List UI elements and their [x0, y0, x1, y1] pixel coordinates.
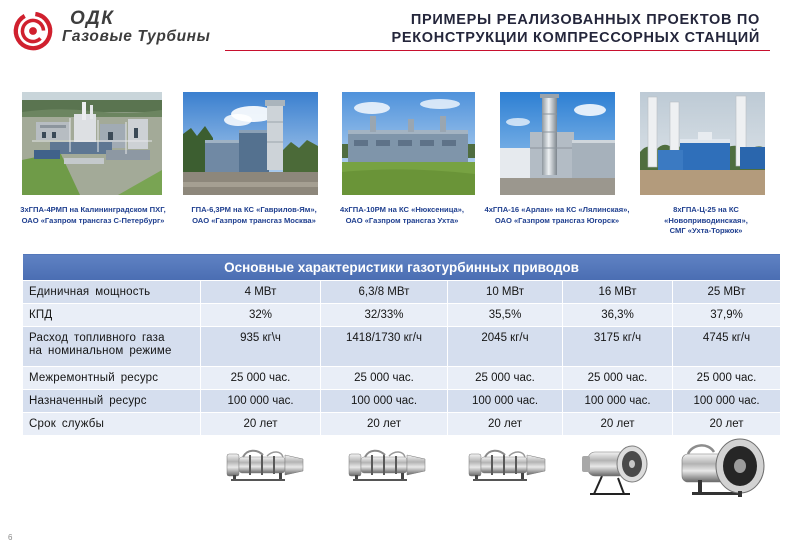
table-cell: 20 лет [448, 413, 563, 436]
table-row-unit-power [23, 281, 781, 304]
table-cell: 16 МВт [563, 281, 673, 304]
table-cell: 36,3% [563, 304, 673, 327]
table-cell: 2045 кг/ч [448, 327, 563, 367]
table-row-efficiency [23, 304, 781, 327]
caption-line: 8хГПА-Ц-25 на КС [673, 205, 739, 214]
table-cell: 25 000 час. [321, 367, 448, 390]
table-cell: 32/33% [321, 304, 448, 327]
table-cell: 25 000 час. [201, 367, 321, 390]
ground [640, 170, 765, 195]
caption-line: 3хГПА-4РМП на Калининградском ПХГ, [20, 205, 166, 214]
project-caption-1 [8, 205, 178, 226]
table-cell: 37,9% [673, 304, 781, 327]
row-label [23, 304, 201, 327]
odk-logo-icon [8, 6, 58, 56]
specs-table [22, 253, 781, 436]
table-cell: 935 кг\ч [201, 327, 321, 367]
photo-kaliningrad-image [22, 92, 162, 195]
engine-image-16mw [580, 440, 652, 496]
photo-novoprivodinskaya-image [640, 92, 765, 195]
gas-turbine-intake-icon [580, 440, 652, 496]
caption-line: 4хГПА-10РМ на КС «Нюксеница», [339, 205, 465, 214]
table-cell: 25 МВт [673, 281, 781, 304]
table-cell: 100 000 час. [201, 390, 321, 413]
table-cell: 100 000 час. [673, 390, 781, 413]
row-label [23, 367, 201, 390]
gas-turbine-icon [223, 446, 307, 482]
caption-line: 4хГПА-16 «Арлан» на КС «Лялинская», [484, 205, 630, 214]
table-cell: 100 000 час. [321, 390, 448, 413]
table-cell: 100 000 час. [448, 390, 563, 413]
slide-title [391, 11, 760, 47]
table-cell: 6,3/8 МВт [321, 281, 448, 304]
table-cell: 4745 кг/ч [673, 327, 781, 367]
ground [500, 178, 615, 195]
ground [183, 172, 318, 195]
table-cell: 32% [201, 304, 321, 327]
caption-line: ГПА-6,3РМ на КС «Гаврилов-Ям», [191, 205, 317, 214]
caption-line: ОАО «Газпром трансгаз Москва» [192, 215, 316, 225]
row-label-text: Единичная мощность [29, 286, 151, 298]
engine-image-10mw [465, 446, 549, 482]
gas-turbine-icon [465, 446, 549, 482]
logo-brand: ОДК [70, 8, 115, 29]
row-label [23, 281, 201, 304]
photo-nyuksenitsa-image [342, 92, 475, 195]
title-underline [225, 50, 770, 51]
table-cell: 35,5% [448, 304, 563, 327]
table-cell: 20 лет [673, 413, 781, 436]
table-cell: 25 000 час. [673, 367, 781, 390]
photo-lyalinskaya-station [500, 92, 615, 195]
slide-title-line-2: РЕКОНСТРУКЦИИ КОМПРЕССОРНЫХ СТАНЦИЙ [391, 30, 760, 46]
page-number: 6 [8, 533, 13, 542]
table-cell: 20 лет [201, 413, 321, 436]
table-cell: 25 000 час. [563, 367, 673, 390]
project-caption-2 [169, 205, 339, 226]
engine-image-25mw [678, 436, 768, 500]
photo-nyuksenitsa-station [342, 92, 475, 195]
photo-gavrilov-yam-image [183, 92, 318, 195]
row-label-text: на номинальном режиме [29, 345, 172, 357]
table-row-assigned-life [23, 390, 781, 413]
gas-turbine-intake-icon [678, 436, 768, 500]
project-caption-4 [472, 205, 642, 226]
photo-novoprivodinskaya-station [640, 92, 765, 195]
slide-title-line-1: ПРИМЕРЫ РЕАЛИЗОВАННЫХ ПРОЕКТОВ ПО [410, 12, 760, 28]
photo-kaliningrad-station [22, 92, 162, 195]
row-label [23, 327, 201, 367]
row-label-text: КПД [29, 309, 53, 321]
table-cell: 25 000 час. [448, 367, 563, 390]
table-cell: 4 МВт [201, 281, 321, 304]
caption-line: «Новоприводинская», [664, 215, 748, 225]
table-cell: 20 лет [321, 413, 448, 436]
table-row-service-life [23, 413, 781, 436]
row-label [23, 413, 201, 436]
table-cell: 10 МВт [448, 281, 563, 304]
row-label-text: Срок службы [29, 418, 105, 430]
engine-image-6-3mw [345, 446, 429, 482]
project-caption-5 [621, 205, 791, 237]
gas-turbine-icon [345, 446, 429, 482]
grass [342, 162, 475, 195]
row-label-text: Межремонтный ресурс [29, 372, 159, 384]
engine-image-4mw [223, 446, 307, 482]
table-cell: 100 000 час. [563, 390, 673, 413]
caption-line: ОАО «Газпром трансгаз Ухта» [345, 215, 459, 225]
row-label-text: Расход топливного газа [29, 332, 165, 344]
table-header-row [23, 254, 781, 281]
row-label [23, 390, 201, 413]
table-row-overhaul-life [23, 367, 781, 390]
photo-gavrilov-yam-station [183, 92, 318, 195]
caption-line: ОАО «Газпром трансгаз Югорск» [494, 215, 620, 225]
table-cell: 3175 кг/ч [563, 327, 673, 367]
project-caption-3 [317, 205, 487, 226]
table-cell: 1418/1730 кг/ч [321, 327, 448, 367]
row-label-text: Назначенный ресурс [29, 395, 147, 407]
logo-subtitle: Газовые Турбины [62, 28, 211, 45]
photo-lyalinskaya-image [500, 92, 615, 195]
table-cell: 20 лет [563, 413, 673, 436]
table-row-fuel-gas-consumption [23, 327, 781, 367]
caption-line: ОАО «Газпром трансгаз С-Петербург» [21, 215, 165, 225]
caption-line: СМГ «Ухта-Торжок» [669, 226, 743, 235]
specs-table-title: Основные характеристики газотурбинных приводов [23, 254, 781, 281]
